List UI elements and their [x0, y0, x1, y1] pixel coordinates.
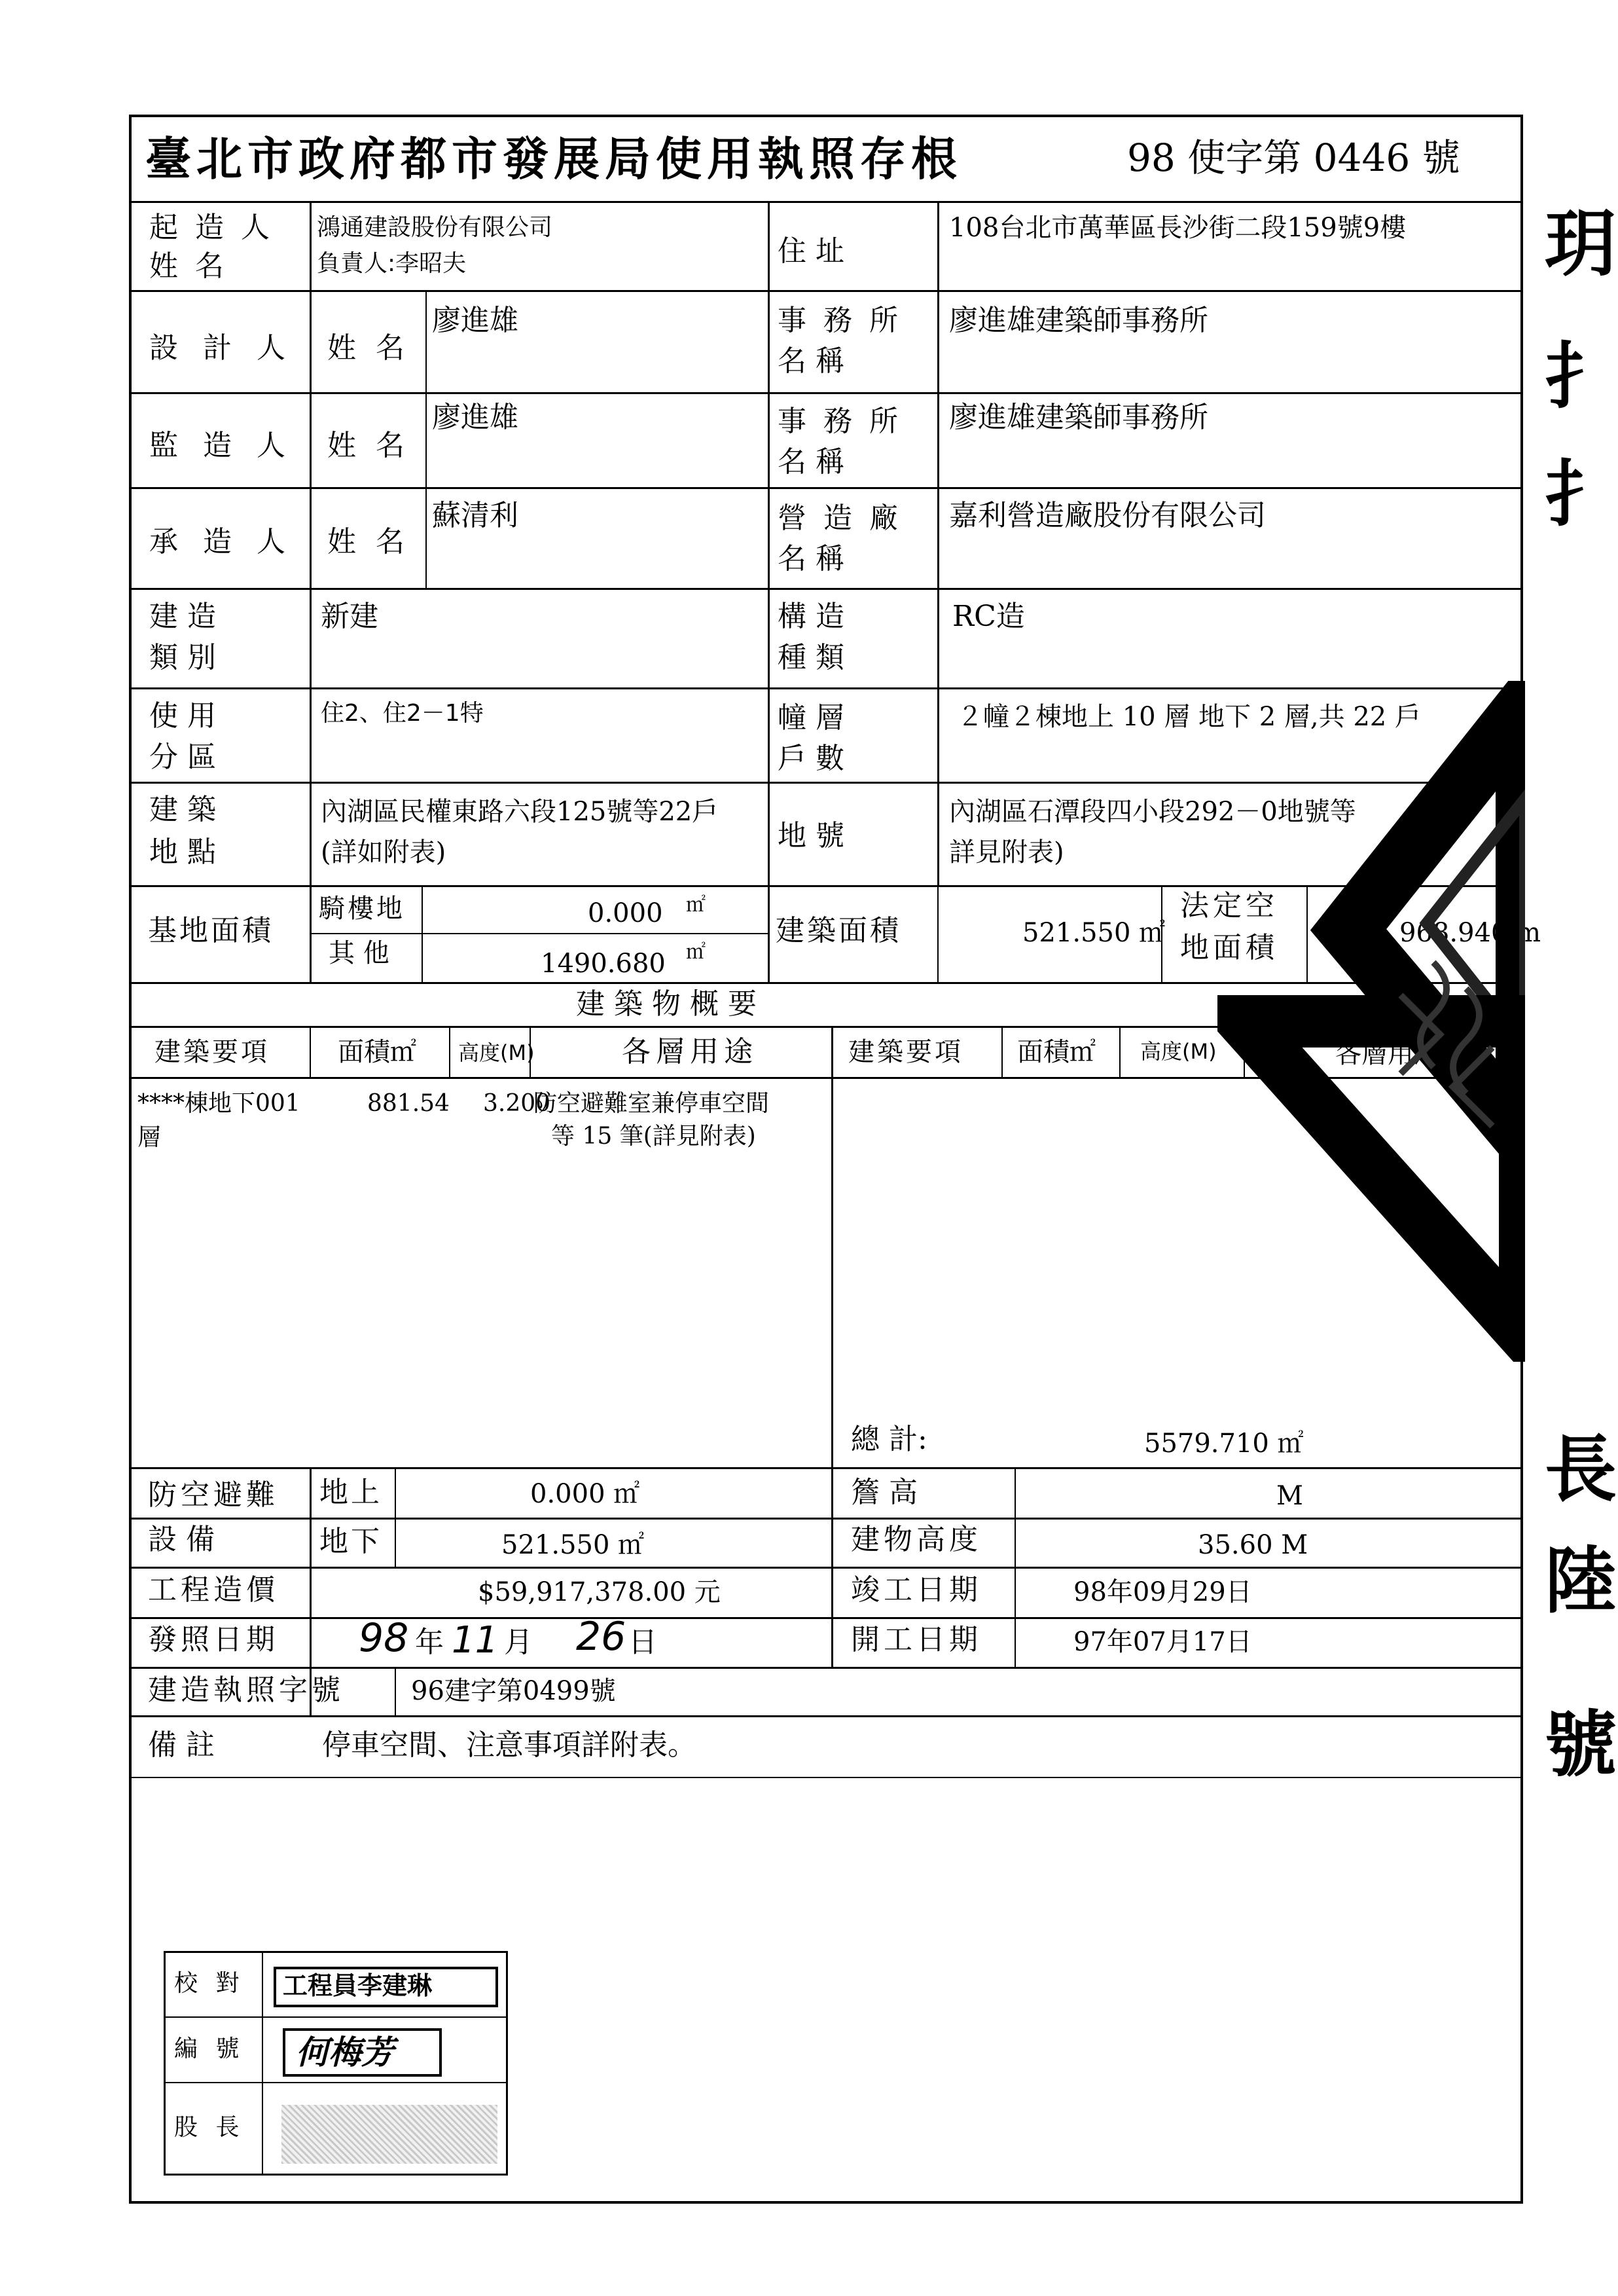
build-type-label-2: 類 別 — [149, 641, 216, 674]
designer-office-label-2: 名 稱 — [778, 344, 844, 378]
supervisor-office-label: 事 務 所 — [778, 405, 902, 438]
total-area: 5579.710 ㎡ — [1144, 1429, 1304, 1459]
owner-address: 108台北市萬華區長沙街二段159號9樓 — [949, 213, 1407, 243]
margin-char-1: 玥 — [1545, 202, 1617, 286]
check-stamp-text: 工程員李建琳 — [283, 1971, 433, 2000]
issue-date-label: 發照日期 — [148, 1623, 279, 1656]
issue-year: 98 — [359, 1615, 409, 1661]
official-seal-stamp — [1217, 681, 1525, 1362]
site-address: 內湖區民權東路六段125號等22戶 — [321, 797, 719, 827]
supervisor-label: 監 造 人 — [149, 429, 293, 462]
owner-name-label: 姓 名 — [149, 249, 228, 283]
number-label: 編 號 — [174, 2035, 245, 2062]
issue-year-unit: 年 — [415, 1626, 444, 1659]
eave-height: M — [1276, 1481, 1303, 1511]
shelter-label-2: 設 備 — [148, 1523, 215, 1556]
check-label: 校 對 — [174, 1970, 245, 1997]
shelter-label: 防空避難 — [148, 1478, 279, 1512]
issue-month: 11 — [452, 1619, 499, 1662]
units-value: ２幢２棟地上 10 層 地下 2 層,共 22 戶 — [957, 702, 1421, 732]
build-permit-number: 96建字第0499號 — [411, 1676, 616, 1706]
build-type-label: 建 造 — [149, 600, 216, 633]
arcade-label: 騎樓地 — [319, 894, 405, 924]
contractor-office-label-2: 名 稱 — [778, 542, 844, 575]
col-use-right: 各層用途 — [1335, 1039, 1440, 1069]
structure-label: 構 造 — [778, 600, 844, 633]
margin-char-5: 陸 — [1545, 1539, 1617, 1623]
lot-label: 地 號 — [778, 819, 844, 852]
owner-company: 鴻通建設股份有限公司 — [317, 214, 553, 241]
col-area-left: 面積㎡ — [338, 1037, 416, 1067]
supervisor-name-label: 姓 名 — [327, 429, 410, 462]
supervisor-name: 廖進雄 — [432, 401, 518, 434]
designer-name: 廖進雄 — [432, 304, 518, 337]
row-item-2: 層 — [137, 1124, 162, 1151]
supervisor-office: 廖進雄建築師事務所 — [949, 401, 1208, 434]
total-label: 總 計: — [851, 1423, 927, 1456]
other-area: 1490.680 — [541, 949, 666, 979]
designer-office: 廖進雄建築師事務所 — [949, 304, 1208, 337]
supervisor-office-label-2: 名 稱 — [778, 445, 844, 479]
row-item: ****棟地下001 — [137, 1090, 300, 1117]
chief-label: 股 長 — [174, 2114, 245, 2141]
margin-char-6: 號 — [1545, 1702, 1617, 1787]
cost-label: 工程造價 — [148, 1573, 279, 1607]
summary-heading: 建 築 物 概 要 — [576, 987, 757, 1021]
building-area-label: 建築面積 — [776, 914, 901, 947]
designer-label: 設 計 人 — [149, 331, 293, 365]
designer-name-label: 姓 名 — [327, 331, 410, 365]
col-height-left: 高度(M) — [458, 1040, 535, 1065]
col-item-left: 建築要項 — [154, 1037, 270, 1067]
building-height-label: 建物高度 — [851, 1523, 982, 1556]
form-title: 臺北市政府都市發展局使用執照存根 — [145, 132, 962, 186]
start-date: 97年07月17日 — [1073, 1627, 1252, 1657]
row-area: 881.54 — [367, 1090, 450, 1117]
number-stamp-text: 何梅芳 — [296, 2033, 394, 2071]
eave-height-label: 簷 高 — [851, 1476, 918, 1509]
above-ground-area: 0.000 ㎡ — [530, 1479, 640, 1509]
row-height: 3.200 — [483, 1090, 551, 1117]
open-space-label: 法定空 — [1180, 889, 1278, 922]
structure-type: RC造 — [952, 600, 1025, 633]
open-space-label-2: 地面積 — [1180, 931, 1278, 964]
build-permit-label: 建造執照字號 — [148, 1673, 344, 1707]
margin-char-4: 長 — [1545, 1427, 1617, 1512]
remark-value: 停車空間、注意事項詳附表。 — [322, 1728, 696, 1762]
contractor-label: 承 造 人 — [149, 525, 293, 558]
issue-month-unit: 月 — [504, 1626, 533, 1659]
units-label-2: 戶 數 — [778, 742, 844, 775]
designer-office-label: 事 務 所 — [778, 304, 902, 337]
owner-label: 起 造 人 — [149, 211, 274, 244]
building-area: 521.550 ㎡ — [1022, 918, 1166, 948]
zoning-label-2: 分 區 — [149, 740, 216, 774]
number-stamp — [283, 2028, 442, 2077]
lot-number: 內湖區石潭段四小段292－0地號等 — [949, 797, 1356, 827]
site-label-2: 地 點 — [149, 835, 216, 869]
contractor-office-label: 營 造 廠 — [778, 501, 902, 535]
contractor-name-label: 姓 名 — [327, 525, 410, 558]
contractor-office: 嘉利營造廠股份有限公司 — [949, 499, 1266, 532]
completion-date-label: 竣工日期 — [851, 1573, 982, 1607]
other-area-unit: ㎡ — [686, 941, 706, 964]
build-type: 新建 — [321, 600, 378, 633]
above-ground-label: 地上 — [319, 1476, 382, 1509]
issue-day: 26 — [576, 1614, 626, 1660]
margin-char-2: 扌 — [1545, 334, 1617, 418]
cost-value: $59,917,378.00 元 — [478, 1577, 721, 1607]
lot-number-note: 詳見附表) — [949, 837, 1064, 867]
col-item-right: 建築要項 — [848, 1037, 963, 1067]
address-label: 住 址 — [778, 234, 844, 268]
zoning-value: 住2、住2－1特 — [321, 700, 484, 727]
contractor-name: 蘇清利 — [432, 499, 518, 532]
building-height: 35.60 M — [1198, 1530, 1308, 1560]
issue-day-unit: 日 — [628, 1626, 657, 1659]
col-use-left: 各層用途 — [622, 1035, 758, 1068]
site-address-note: (詳如附表) — [321, 837, 446, 867]
arcade-area: 0.000 — [588, 898, 663, 928]
start-date-label: 開工日期 — [851, 1623, 982, 1656]
chief-stamp-faded — [281, 2105, 497, 2164]
col-height-right: 高度(M) — [1140, 1039, 1217, 1064]
check-stamp — [274, 1967, 498, 2007]
below-ground-area: 521.550 ㎡ — [501, 1530, 645, 1560]
row-use-2: 等 15 筆(詳見附表) — [551, 1123, 756, 1150]
zoning-label: 使 用 — [149, 699, 216, 733]
other-area-label: 其 他 — [329, 938, 389, 968]
margin-char-3: 扌 — [1545, 452, 1617, 536]
site-area-label: 基地面積 — [148, 914, 274, 947]
arcade-unit: ㎡ — [686, 894, 706, 917]
remark-label: 備 註 — [148, 1728, 215, 1762]
units-label: 幢 層 — [778, 701, 844, 735]
owner-representative: 負責人:李昭夫 — [317, 250, 467, 277]
open-space-area: 968.940 m — [1399, 918, 1541, 948]
completion-date: 98年09月29日 — [1073, 1577, 1252, 1607]
col-area-right: 面積㎡ — [1017, 1037, 1096, 1067]
permit-number: 98 使字第 0446 號 — [1127, 136, 1460, 180]
site-label: 建 築 — [149, 793, 216, 826]
below-ground-label: 地下 — [319, 1525, 382, 1558]
row-use: 防空避難室兼停車空間 — [533, 1090, 770, 1117]
structure-label-2: 種 類 — [778, 641, 844, 674]
